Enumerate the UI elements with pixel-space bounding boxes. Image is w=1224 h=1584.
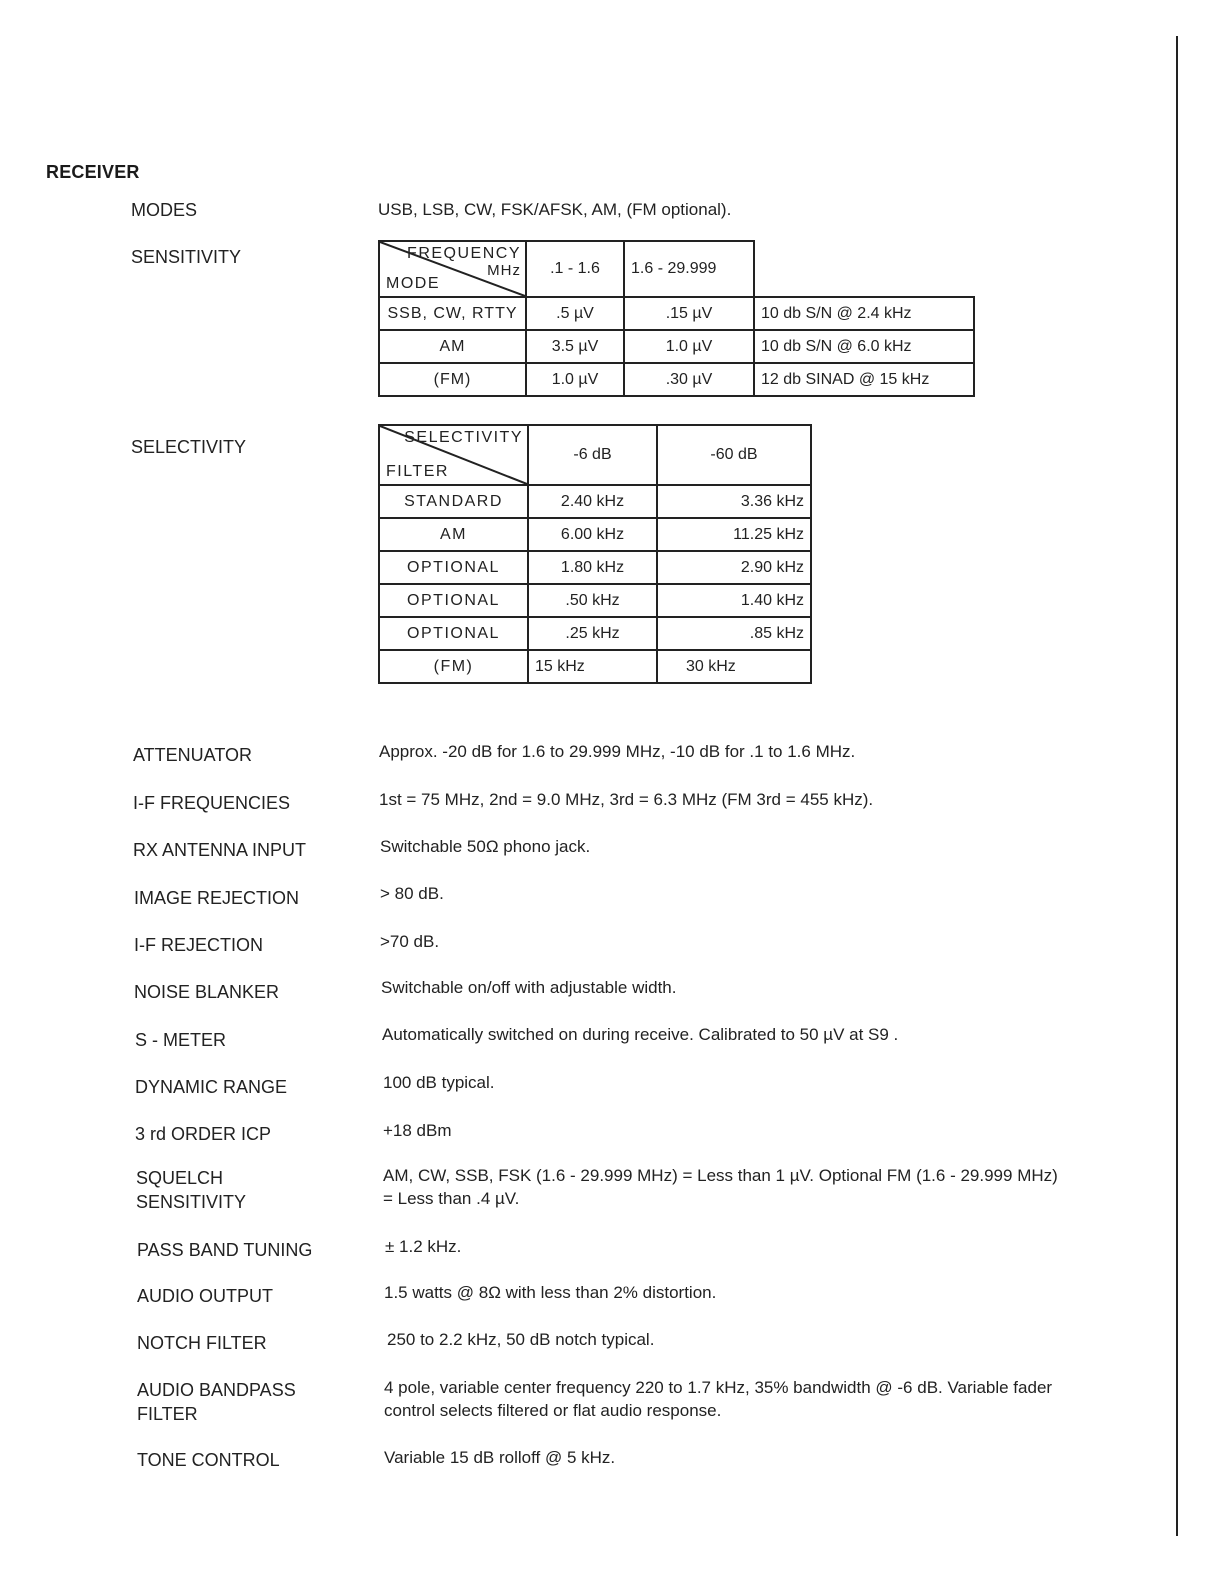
value-cell: 6.00 kHz <box>528 518 657 551</box>
table-row <box>379 650 811 683</box>
table-row <box>379 363 974 396</box>
table-row <box>379 425 811 485</box>
column-header: 1.6 - 29.999 <box>624 241 754 297</box>
spec-label-if-rejection: I-F REJECTION <box>134 935 263 955</box>
spec-value-image-rejection: > 80 dB. <box>380 884 444 903</box>
header-unit: MHz <box>487 262 521 279</box>
spec-label-selectivity: SELECTIVITY <box>131 437 247 457</box>
spec-value-3rd-order-icp: +18 dBm <box>383 1121 452 1140</box>
note-cell: 10 db S/N @ 2.4 kHz <box>754 297 974 330</box>
value-cell: 1.0 µV <box>624 330 754 363</box>
spec-label-audio-bandpass-filter: AUDIO BANDPASS FILTER <box>137 1380 296 1424</box>
value-cell: 2.90 kHz <box>657 551 811 584</box>
column-header: -60 dB <box>657 425 811 485</box>
spec-value-squelch-sensitivity: AM, CW, SSB, FSK (1.6 - 29.999 MHz) = Less than 1 µV. Optional FM (1.6 - 29.999 MHz) = Less than .4 µV. <box>383 1166 1058 1208</box>
note-cell: 10 db S/N @ 6.0 kHz <box>754 330 974 363</box>
spec-value-audio-output: 1.5 watts @ 8Ω with less than 2% distortion. <box>384 1283 717 1302</box>
value-cell: 3.5 µV <box>526 330 624 363</box>
value-cell: 30 kHz <box>657 650 811 683</box>
spec-label-attenuator: ATTENUATOR <box>133 745 253 765</box>
value-cell: 3.36 kHz <box>657 485 811 518</box>
spec-value-tone-control: Variable 15 dB rolloff @ 5 kHz. <box>384 1448 616 1467</box>
spec-value-pass-band-tuning: ± 1.2 kHz. <box>385 1237 462 1256</box>
column-header: .1 - 1.6 <box>526 241 624 297</box>
value-cell: 2.40 kHz <box>528 485 657 518</box>
spec-label-s-meter: S - METER <box>135 1030 227 1050</box>
blank-cell <box>754 241 974 297</box>
spec-value-if-rejection: >70 dB. <box>380 932 440 951</box>
table-row <box>379 485 811 518</box>
selectivity-header-cell <box>379 425 528 485</box>
header-mode: MODE <box>386 275 440 292</box>
filter-cell: OPTIONAL <box>379 551 528 584</box>
filter-cell: OPTIONAL <box>379 584 528 617</box>
sensitivity-header-cell <box>379 241 526 297</box>
mode-cell: (FM) <box>379 363 526 396</box>
spec-label-pass-band-tuning: PASS BAND TUNING <box>137 1240 313 1260</box>
filter-cell: (FM) <box>379 650 528 683</box>
selectivity-table <box>378 424 812 684</box>
table-row <box>379 330 974 363</box>
spec-label-rx-antenna-input: RX ANTENNA INPUT <box>133 840 307 860</box>
value-cell: 11.25 kHz <box>657 518 811 551</box>
spec-label-audio-output: AUDIO OUTPUT <box>137 1286 274 1306</box>
value-cell: .15 µV <box>624 297 754 330</box>
value-cell: 1.40 kHz <box>657 584 811 617</box>
value-cell: 15 kHz <box>528 650 657 683</box>
spec-label-image-rejection: IMAGE REJECTION <box>134 888 300 908</box>
sensitivity-table <box>378 240 975 397</box>
mode-cell: SSB, CW, RTTY <box>379 297 526 330</box>
mode-cell: AM <box>379 330 526 363</box>
table-row <box>379 297 974 330</box>
value-cell: .25 kHz <box>528 617 657 650</box>
spec-label-dynamic-range: DYNAMIC RANGE <box>135 1077 288 1097</box>
spec-label-if-frequencies: I-F FREQUENCIES <box>133 793 291 813</box>
value-cell: .30 µV <box>624 363 754 396</box>
header-selectivity: SELECTIVITY <box>404 429 523 446</box>
filter-cell: OPTIONAL <box>379 617 528 650</box>
spec-label-noise-blanker: NOISE BLANKER <box>134 982 280 1002</box>
value-cell: .5 µV <box>526 297 624 330</box>
spec-value-attenuator: Approx. -20 dB for 1.6 to 29.999 MHz, -10 dB for .1 to 1.6 MHz. <box>379 742 856 761</box>
spec-label-sensitivity: SENSITIVITY <box>131 247 242 267</box>
spec-label-squelch-sensitivity: SQUELCH SENSITIVITY <box>136 1168 247 1212</box>
spec-value-s-meter: Automatically switched on during receive. Calibrated to 50 µV at S9 . <box>382 1025 899 1044</box>
table-row <box>379 617 811 650</box>
header-filter: FILTER <box>386 463 449 480</box>
column-header: -6 dB <box>528 425 657 485</box>
spec-label-modes: MODES <box>131 200 198 220</box>
filter-cell: AM <box>379 518 528 551</box>
value-cell: .50 kHz <box>528 584 657 617</box>
note-cell: 12 db SINAD @ 15 kHz <box>754 363 974 396</box>
spec-value-rx-antenna-input: Switchable 50Ω phono jack. <box>380 837 591 856</box>
filter-cell: STANDARD <box>379 485 528 518</box>
spec-label-3rd-order-icp: 3 rd ORDER ICP <box>135 1124 272 1144</box>
header-frequency: FREQUENCY <box>407 245 521 262</box>
table-row <box>379 518 811 551</box>
value-cell: 1.80 kHz <box>528 551 657 584</box>
spec-label-notch-filter: NOTCH FILTER <box>137 1333 267 1353</box>
spec-value-if-frequencies: 1st = 75 MHz, 2nd = 9.0 MHz, 3rd = 6.3 MHz (FM 3rd = 455 kHz). <box>379 790 874 809</box>
table-row <box>379 551 811 584</box>
table-row <box>379 584 811 617</box>
spec-value-modes: USB, LSB, CW, FSK/AFSK, AM, (FM optional). <box>378 200 732 219</box>
spec-value-noise-blanker: Switchable on/off with adjustable width. <box>381 978 677 997</box>
value-cell: .85 kHz <box>657 617 811 650</box>
spec-value-notch-filter: 250 to 2.2 kHz, 50 dB notch typical. <box>387 1330 655 1349</box>
spec-value-audio-bandpass-filter: 4 pole, variable center frequency 220 to 1.7 kHz, 35% bandwidth @ -6 dB. Variable fader control selects filtered or flat audio response. <box>384 1378 1053 1420</box>
table-row <box>379 241 974 297</box>
page-margin-rule <box>1176 36 1178 1536</box>
spec-label-tone-control: TONE CONTROL <box>137 1450 280 1470</box>
section-title: RECEIVER <box>46 162 140 182</box>
spec-value-dynamic-range: 100 dB typical. <box>383 1073 495 1092</box>
value-cell: 1.0 µV <box>526 363 624 396</box>
